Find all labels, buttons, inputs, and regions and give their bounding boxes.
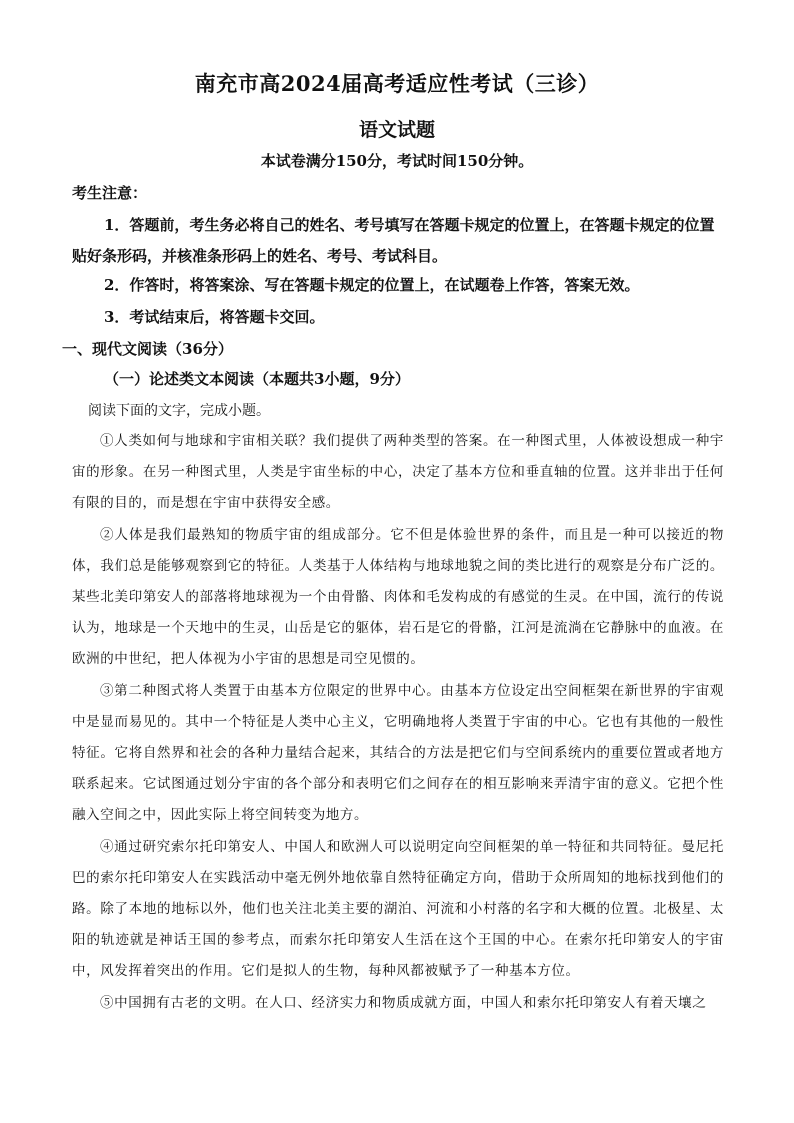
exam-title: 南充市高2024届高考适应性考试（三诊） (194, 71, 600, 96)
section-heading: 一、现代文阅读（36分） (62, 340, 233, 358)
notice-item-2 (72, 270, 724, 301)
notice-item-1 (72, 210, 724, 272)
passage-paragraph-2: ②人体是我们最熟知的物质宇宙的组成部分。它不但是体验世界的条件，而且是一种可以接近的物体，我们总是能够观察到它的特征。人类基于人体结构与地球地貌之间的类比进行的观察是分布广泛的。某些北美印第安人的部落将地球视为一个由骨骼、肉体和毛发构成的有感觉的生灵。在中国，流行的传说认为，地球是一个天地中的生灵，山岳是它的躯体，岩石是它的骨骼，江河是流淌在它静脉中的血液。在欧洲的中世纪，把人体视为小宇宙的思想是司空见惯的。 (72, 527, 724, 667)
notice-item-3-text: 3．考试结束后，将答题卡交回。 (104, 308, 325, 326)
notice-heading: 考生注意： (72, 184, 148, 202)
passage-paragraph-4: ④通过研究索尔托印第安人、中国人和欧洲人可以说明定向空间框架的单一特征和共同特征。曼尼托巴的索尔托印第安人在实践活动中毫无例外地依靠自然特征确定方向，借助于众所周知的地标找到他们的路。除了本地的地标以外，他们也关注北美主要的湖泊、河流和小村落的名字和大概的位置。北极星、太阳的轨迹就是神话王国的参考点，而索尔托印第安人生活在这个王国的中心。在索尔托印第安人的宇宙中，风发挥着突出的作用。它们是拟人的生物，每种风都被赋予了一种基本方位。 (72, 839, 724, 979)
notice-item-3 (72, 302, 724, 333)
exam-subtitle: 语文试题 (358, 119, 435, 141)
passage-paragraph-1: ①人类如何与地球和宇宙相关联？我们提供了两种类型的答案。在一种图式里，人体被设想成一种宇宙的形象。在另一种图式里，人类是宇宙坐标的中心，决定了基本方位和垂直轴的位置。这并非出于任何有限的目的，而是想在宇宙中获得安全感。 (72, 433, 724, 511)
subsection-heading: （一）论述类文本阅读（本题共3小题，9分） (104, 370, 410, 388)
passage-paragraph-5: ⑤中国拥有古老的文明。在人口、经济实力和物质成就方面，中国人和索尔托印第安人有着天壤之 (100, 995, 707, 1011)
notice-item-2-text: 2．作答时，将答案涂、写在答题卡规定的位置上，在试题卷上作答，答案无效。 (104, 276, 640, 294)
score-time-line: 本试卷满分150分，考试时间150分钟。 (260, 152, 534, 170)
notice-item-1-text: 1．答题前，考生务必将自己的姓名、考号填写在答题卡规定的位置上，在答题卡规定的位置贴好条形码，并核准条形码上的姓名、考号、考试科目。 (72, 216, 715, 265)
passage-paragraph-3: ③第二种图式将人类置于由基本方位限定的世界中心。由基本方位设定出空间框架在新世界的宇宙观中是显而易见的。其中一个特征是人类中心主义，它明确地将人类置于宇宙的中心。它也有其他的一般性特征。它将自然界和社会的各种力量结合起来，其结合的方法是把它们与空间系统内的重要位置或者地方联系起来。它试图通过划分宇宙的各个部分和表明它们之间存在的相互影响来弄清宇宙的意义。它把个性融入空间之中，因此实际上将空间转变为地方。 (72, 683, 724, 823)
reading-instruction: 阅读下面的文字，完成小题。 (88, 403, 270, 419)
